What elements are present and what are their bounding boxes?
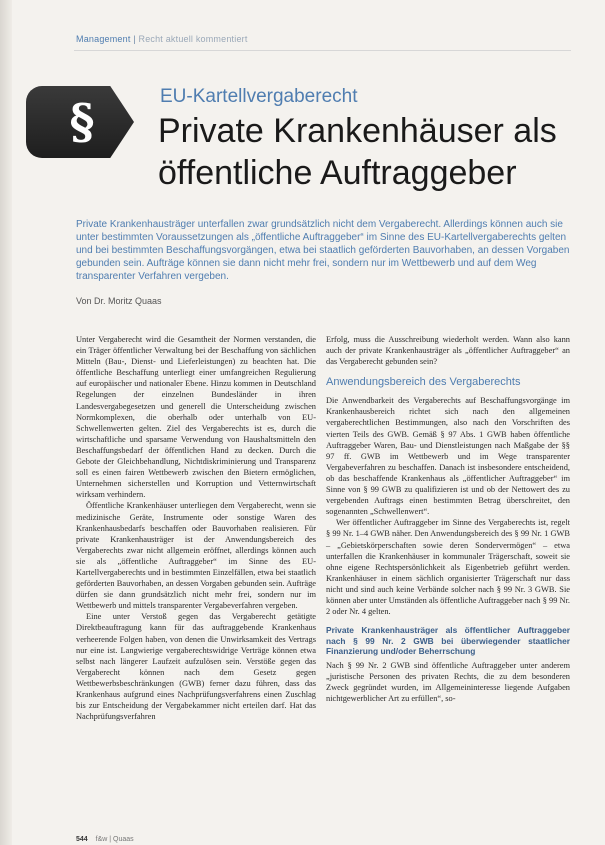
text-column-right (326, 334, 570, 704)
page-fold-shadow (0, 0, 12, 845)
journal-name: f&w | Quaas (95, 836, 134, 843)
body-paragraph: Die Anwendbarkeit des Vergaberechts auf Beschaffungsvorgänge im Krankenhausbereich richtet sich nach den allgemeinen vergaberechtlichen Bestimmungen, also nach den Vorschriften des vierten Teils des GWB. Gemäß § 97 Abs. 1 GWB haben öffentliche Auftraggeber Waren, Bau- und Dienstleistungen nach Maßgabe der §§ 97 ff. GWB im Wettbewerb und im Wege transparenter Vergabeverfahren zu beschaffen. Danach ist insbesondere entscheidend, ob das beschaffende Krankenhaus als „öffentlicher Auftraggeber“ im Sinne von § 99 GWB zu qualifizieren ist und ob der Nettowert des zu vergebenden Auftrags einen bestimmten Betrag überschreitet, den sogenannten „Schwellenwert“. (326, 396, 570, 517)
article-intro: Private Krankenhausträger unterfallen zwar grundsätzlich nicht dem Vergaberecht. Allerdings können auch sie unter bestimmten Voraussetzungen als „öffentliche Auftraggeber“ im Sinne des EU-Kartellvergaberechts gelten und bei bestimmten Beschaffungsvorgängen, etwa bei staatlich geförderten Bauvorhaben, an dessen Vorgaben gebunden sein. Aufträge können sie dann nicht mehr frei, sondern nur im Wettbewerb und auf dem Weg transparenter Verfahren vergeben. (76, 219, 570, 282)
body-paragraph: Wer öffentlicher Auftraggeber im Sinne des Vergaberechts ist, regelt § 99 Nr. 1–4 GWB näher. Den Anwendungsbereich des § 99 Nr. 1 GWB – „Gebietskörperschaften sowie deren Sondervermögen“ – etwa unterfallen die Krankenhäuser in kommunaler Trägerschaft, soweit sie ohne eigene Rechtspersönlichkeit als Eigenbetrieb geführt werden. Krankenhäuser in einem sächlich organisierter Trägerschaft nur dass nicht und sind auch keine Verbände solcher nach § 99 Nr. 3 GWB. Sie können aber unter Umständen als öffentliche Auftraggeber nach § 99 Nr. 2 oder Nr. 4 gelten. (326, 518, 570, 617)
text-column-left (76, 334, 316, 722)
paragraph-icon: § (69, 94, 95, 150)
body-paragraph: Unter Vergaberecht wird die Gesamtheit der Normen verstanden, die ein Träger öffentlicher Verwaltung bei der Beschaffung von sächlichen Mitteln (Bau-, Dienst- und Lieferleistungen) zu beachten hat. Die öffentliche Beschaffung unterliegt einer umfangreichen Regulierung auf europäischer und nationaler Ebene. Hinzu kommen in Deutschland Regelungen der einzelnen Bundesländer in ihren Landesvergabegesetzen und generell die Unterscheidung zwischen Normkomplexen, die oberhalb oder unterhalb von EU-Schwellenwerten gelten. Ziel des Vergaberechts ist es, durch die wirtschaftliche und sparsame Verwendung von Haushaltsmitteln den Beschaffungsbedarf der öffentlichen Hand zu decken. Durch die Gebote der Gleichbehandlung, Nichtdiskriminierung und Transparenz soll es einen fairen Wettbewerb zwischen den Bietern ermöglichen, Unternehmen sicherstellen und Korruption und Vetternwirtschaft wirksam verhindern. (76, 335, 316, 500)
article-byline: Von Dr. Moritz Quaas (76, 296, 162, 306)
subsection-heading: Private Krankenhausträger als öffentlicher Auftraggeber nach § 99 Nr. 2 GWB bei überwiegender staatlicher Finanzierung und/oder Beherrschung (326, 625, 570, 657)
section-subcategory: Recht aktuell kommentiert (138, 34, 248, 44)
page-number: 544 (76, 836, 88, 843)
section-header (76, 34, 248, 44)
body-paragraph: Eine unter Verstoß gegen das Vergaberecht getätigte Direktbeauftragung kann für das auftraggebende Krankenhaus verheerende Folgen haben, von denen die Unwirksamkeit des Vertrags nur eine ist. Langwierige vergaberechtswidrige Verträge können etwa selbst nach längerer Laufzeit aufzulösen sein. Verstöße gegen das Vergaberecht können nach dem Gesetz gegen Wettbewerbsbeschränkungen (GWB) ferner dazu führen, dass das Krankenhaus aufgrund eines Nachprüfungsverfahrens einen Zuschlag bis zur Entscheidung der Vergabekammer nicht erteilen darf. Hat das Nachprüfungsverfahren (76, 612, 316, 722)
article-title: Private Krankenhäuser als öffentliche Auftraggeber (158, 112, 557, 192)
body-paragraph: Öffentliche Krankenhäuser unterliegen dem Vergaberecht, wenn sie medizinische Geräte, Instrumente oder sonstige Waren des Krankenhausbedarfs beschaffen oder Bauvorhaben realisieren. Für private Krankenhausträger ist der Anwendungsbereich des Vergaberechts zwar nicht allgemein eröffnet, allerdings können auch sie als „öffentliche Auftraggeber“ im Sinne des EU-Kartellvergaberechts und in bestimmten Einzelfällen, etwa bei staatlich geförderten Bauvorhaben, an dessen Vorgaben gebunden sein. Aufträge dürfen sie dann grundsätzlich nicht mehr frei, sondern nur im Wettbewerb und mittels transparenter Vergabeverfahren vergeben. (76, 501, 316, 611)
section-separator: | (133, 34, 136, 44)
section-category: Management (76, 34, 131, 44)
article-kicker: EU-Kartellvergaberecht (160, 86, 358, 107)
body-paragraph: Erfolg, muss die Ausschreibung wiederholt werden. Wann also kann auch der private Krankenhausträger als „öffentlicher Auftraggeber“ an das Vergaberecht gebunden sein? (326, 335, 570, 367)
section-heading: Anwendungsbereich des Vergaberechts (326, 376, 521, 389)
header-rule (74, 50, 571, 51)
body-paragraph: Nach § 99 Nr. 2 GWB sind öffentliche Auftraggeber unter anderem „juristische Personen des privaten Rechts, die zu dem besonderen Zweck gegründet wurden, im Allgemeininteresse liegende Aufgaben nichtgewerblicher Art zu erfüllen“, so- (326, 660, 570, 703)
page-footer (76, 836, 134, 843)
